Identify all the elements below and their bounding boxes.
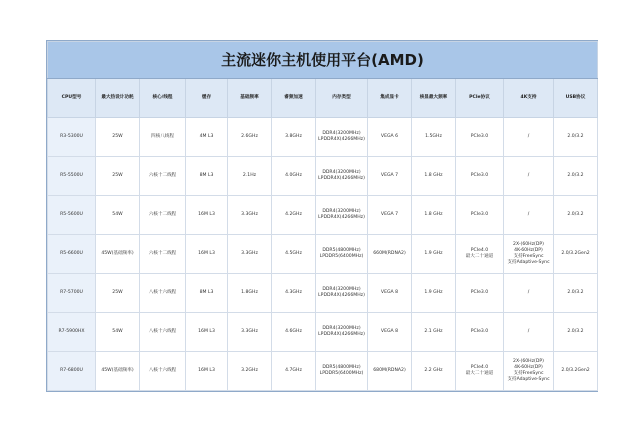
table-cell [316,274,368,313]
column-header: 基础频率 [228,79,272,118]
cell-line: 支持Adaptive-Sync [507,377,550,383]
table-cell [504,157,554,196]
table-cell: 1.8GHz [228,274,272,313]
table-cell: 2.0/3.2 [554,196,598,235]
table-cell: 4.7GHz [272,352,316,391]
table-cell: 4.0GHz [272,157,316,196]
table-body [48,118,598,391]
cell-line: PCIe3.0 [470,328,489,334]
table-row [48,157,598,196]
cell-line: LPDDR4X(4266MHz) [318,137,365,142]
table-cell: VEGA 7 [368,157,412,196]
table-cell [456,352,504,391]
cell-line: LPDDR4X(4266MHz) [318,293,365,298]
table-cell [456,313,504,352]
cpu-model-cell: R7-5900HX [48,313,96,352]
column-header: PCIe协议 [456,79,504,118]
table-cell: 3.3GHz [228,235,272,274]
cell-line: PCIe3.0 [470,172,489,178]
cell-line: LPDDR4X(4266MHz) [318,332,365,337]
cell-line: 支持FreeSync [513,371,544,376]
cell-line: DDR4(3200MHz) [322,169,361,175]
table-cell: 八核十六线程 [140,352,186,391]
table-cell: 45W(基础频率) [96,235,140,274]
table-cell: 六核十二线程 [140,235,186,274]
header-row [48,79,598,118]
table-cell: 16M L3 [186,196,228,235]
table-cell [316,157,368,196]
table-cell [456,118,504,157]
table-cell: VEGA 7 [368,196,412,235]
cell-line: DDR5(4800MHz) [322,364,361,370]
cpu-model-cell: R3-5300U [48,118,96,157]
table-cell: 3.3GHz [228,313,272,352]
cell-line: / [527,172,530,178]
cell-line: 支持Adaptive-Sync [507,260,550,266]
table-cell: 16M L3 [186,313,228,352]
table-cell [316,196,368,235]
table-row [48,313,598,352]
table-cell: 4M L3 [186,118,228,157]
table-cell: 25W [96,118,140,157]
table-cell [504,352,554,391]
table-cell [316,352,368,391]
cell-line: 支持FreeSync [513,254,544,259]
table-row [48,352,598,391]
cpu-model-cell: R7-6800U [48,352,96,391]
table-cell [504,196,554,235]
table-cell [504,235,554,274]
cell-line: LPDDR5(6400MHz) [319,254,364,259]
table-cell: 1.9 GHz [412,235,456,274]
table-cell: 八核十六线程 [140,313,186,352]
column-header: 缓存 [186,79,228,118]
table-cell [316,313,368,352]
cell-line: / [527,133,530,139]
table-cell: 八核十六线程 [140,274,186,313]
table-cell: 2.0/3.2 [554,118,598,157]
spec-table [47,41,598,391]
table-cell: 25W [96,157,140,196]
cell-line: LPDDR4X(4266MHz) [318,215,365,220]
cell-line: PCIe4.0 [470,247,489,253]
table-cell: 54W [96,313,140,352]
table-cell: 3.2GHz [228,352,272,391]
column-header: 最大热设计功耗 [96,79,140,118]
table-cell: VEGA 8 [368,313,412,352]
cell-line: PCIe3.0 [470,133,489,139]
table-cell [456,235,504,274]
cell-line: DDR4(3200MHz) [322,130,361,136]
table-cell: 45W(基础频率) [96,352,140,391]
column-header: 内存类型 [316,79,368,118]
table-cell: 2.0/3.2Gen2 [554,235,598,274]
table-cell: VEGA 6 [368,118,412,157]
table-cell: 16M L3 [186,352,228,391]
cell-line: 2X-(60Hz(DP) [513,241,544,247]
table-cell [504,274,554,313]
table-cell: 四核八线程 [140,118,186,157]
cell-line: 2X-(60Hz(DP) [513,358,544,364]
cell-line: / [527,289,530,295]
cell-line: PCIe3.0 [470,289,489,295]
column-header: 4K支持 [504,79,554,118]
table-cell: 2.6GHz [228,118,272,157]
table-cell: 1.8 GHz [412,196,456,235]
cell-line: DDR4(3200MHz) [322,208,361,214]
table-cell: 2.1 GHz [412,313,456,352]
cpu-model-cell: R5-5500U [48,157,96,196]
column-header: 集成显卡 [368,79,412,118]
cell-line: / [527,211,530,217]
table-cell [316,235,368,274]
table-row [48,118,598,157]
table-cell [456,274,504,313]
table-cell: 25W [96,274,140,313]
table-row [48,196,598,235]
table-cell: 8M L3 [186,157,228,196]
cell-line: LPDDR5(6400MHz) [319,371,364,376]
table-cell: 680M(RDNA2) [368,352,412,391]
table-cell: 8M L3 [186,274,228,313]
table-cell: 3.3GHz [228,196,272,235]
cpu-model-cell: R7-5700U [48,274,96,313]
table-cell: 660M(RDNA2) [368,235,412,274]
cell-line: PCIe4.0 [470,364,489,370]
table-row [48,235,598,274]
column-header: 核心/线程 [140,79,186,118]
table-row [48,274,598,313]
table-cell: 2.0/3.2 [554,157,598,196]
table-cell: 2.2 GHz [412,352,456,391]
column-header: 核显最大频率 [412,79,456,118]
cpu-model-cell: R5-5600U [48,196,96,235]
cell-line: DDR4(3200MHz) [322,286,361,292]
cell-line: DDR5(4800MHz) [322,247,361,253]
table-cell: 1.9 GHz [412,274,456,313]
table-cell: 2.0/3.2 [554,313,598,352]
column-header: USB协议 [554,79,598,118]
cell-line: 最大二十通道 [465,254,494,259]
table-cell: 2.1Hz [228,157,272,196]
table-cell: 3.8GHz [272,118,316,157]
table-cell [456,196,504,235]
spec-table-sheet [46,40,598,392]
table-cell: 16M L3 [186,235,228,274]
cell-line: PCIe3.0 [470,211,489,217]
table-cell: 六核十二线程 [140,196,186,235]
cell-line: 4K-60Hz(DP) [514,364,543,370]
cell-line: 最大二十通道 [465,371,494,376]
table-cell: 1.5GHz [412,118,456,157]
column-header: 睿频加速 [272,79,316,118]
cell-line: 4K-60Hz(DP) [514,247,543,253]
cell-line: LPDDR4X(4266MHz) [318,176,365,181]
table-cell: 4.5GHz [272,235,316,274]
table-cell: 4.3GHz [272,274,316,313]
table-cell: VEGA 8 [368,274,412,313]
cell-line: DDR4(3200MHz) [322,325,361,331]
table-cell: 4.2GHz [272,196,316,235]
column-header: CPU型号 [48,79,96,118]
table-cell [504,313,554,352]
page-title: 主流迷你主机使用平台(AMD) [48,42,598,79]
table-cell: 六核十二线程 [140,157,186,196]
cell-line: / [527,328,530,334]
table-cell: 54W [96,196,140,235]
table-cell [504,118,554,157]
table-cell: 4.6GHz [272,313,316,352]
table-cell [316,118,368,157]
table-cell: 2.0/3.2Gen2 [554,352,598,391]
cpu-model-cell: R5-6600U [48,235,96,274]
table-cell: 1.8 GHz [412,157,456,196]
table-cell [456,157,504,196]
table-cell: 2.0/3.2 [554,274,598,313]
